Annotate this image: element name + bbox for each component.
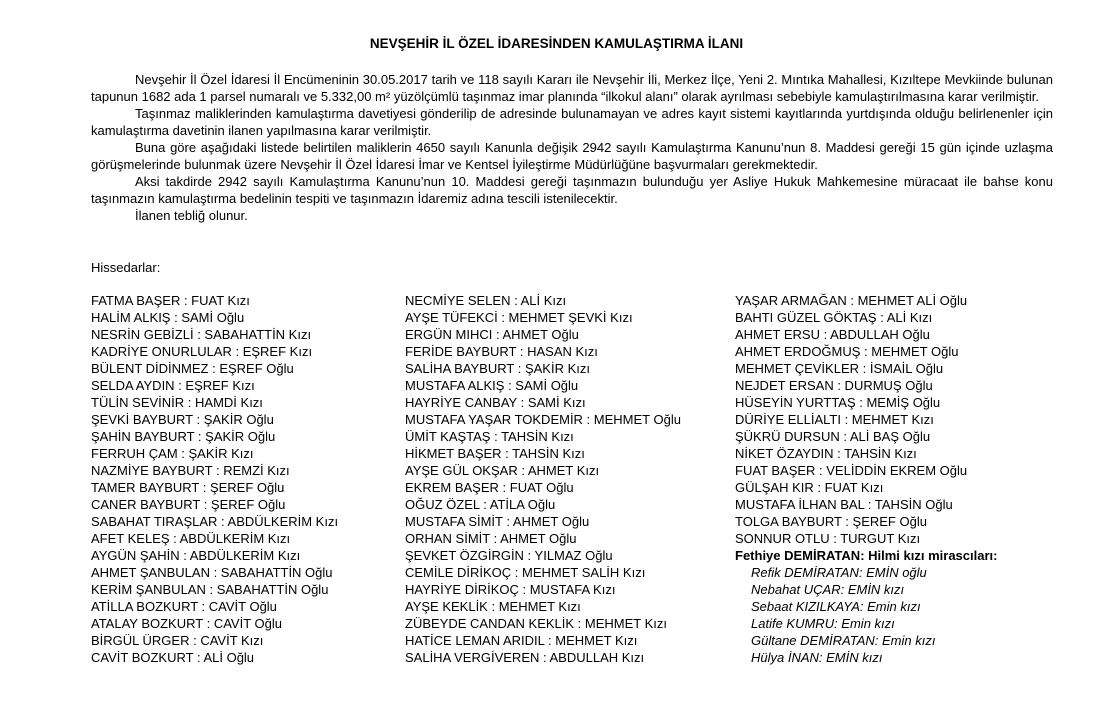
shareholder-entry: FUAT BAŞER : VELİDDİN EKREM Oğlu — [735, 463, 968, 478]
shareholder-entry: AHMET ERSU : ABDULLAH Oğlu — [735, 327, 930, 342]
shareholder-entry: SABAHAT TIRAŞLAR : ABDÜLKERİM Kızı — [91, 514, 339, 529]
shareholder-entry: OĞUZ ÖZEL : ATİLA Oğlu — [405, 497, 556, 512]
shareholder-entry: HALİM ALKIŞ : SAMİ Oğlu — [91, 310, 245, 325]
shareholder-entry: HAYRİYE DİRİKOÇ : MUSTAFA Kızı — [405, 582, 616, 597]
shareholders-column-1 — [91, 292, 338, 666]
shareholder-entry: FATMA BAŞER : FUAT Kızı — [91, 293, 250, 308]
shareholder-entry: NECMİYE SELEN : ALİ Kızı — [405, 293, 567, 308]
shareholder-entry: ŞAHİN BAYBURT : ŞAKİR Oğlu — [91, 429, 276, 444]
shareholder-entry: CAVİT BOZKURT : ALİ Oğlu — [91, 650, 255, 665]
shareholder-entry: SALİHA BAYBURT : ŞAKİR Kızı — [405, 361, 590, 376]
shareholder-entry: SALİHA VERGİVEREN : ABDULLAH Kızı — [405, 650, 645, 665]
shareholder-entry: ATALAY BOZKURT : CAVİT Oğlu — [91, 616, 282, 631]
paragraph-4: Aksi takdirde 2942 sayılı Kamulaştırma Kanunu’nun 10. Maddesi gereği taşınmazın bulunduğu yer Asliye Hukuk Mahkemesine müracaat ile bahse konu taşınmazın kamulaştırma bedelinin tespiti ve taşınmazın İdaremiz adına tescili istenilecektir. — [91, 174, 1053, 206]
shareholder-entry: MUSTAFA İLHAN BAL : TAHSİN Oğlu — [735, 497, 953, 512]
shareholder-entry: ZÜBEYDE CANDAN KEKLİK : MEHMET Kızı — [405, 616, 667, 631]
shareholder-entry: AYŞE TÜFEKCİ : MEHMET ŞEVKİ Kızı — [405, 310, 633, 325]
shareholder-entry: ŞEVKİ BAYBURT : ŞAKİR Oğlu — [91, 412, 274, 427]
heir-entry: Nebahat UÇAR: EMİN kızı — [751, 582, 905, 597]
shareholder-entry: MEHMET ÇEVİKLER : İSMAİL Oğlu — [735, 361, 944, 376]
shareholder-entry: HİKMET BAŞER : TAHSİN Kızı — [405, 446, 585, 461]
heirs-heading: Fethiye DEMİRATAN: Hilmi kızı mirascıları: — [735, 548, 998, 563]
shareholder-entry: CANER BAYBURT : ŞEREF Oğlu — [91, 497, 286, 512]
paragraph-2: Taşınmaz maliklerinden kamulaştırma davetiyesi gönderilip de adresinde bulunamayan ve adres kayıt sistemi kayıtlarında yurtdışında olduğu belirlenenler için kamulaştırma davetinin ilanen yapılmasına karar verilmiştir. — [91, 106, 1053, 138]
shareholder-entry: SONNUR OTLU : TURGUT Kızı — [735, 531, 921, 546]
shareholder-entry: AHMET ERDOĞMUŞ : MEHMET Oğlu — [735, 344, 959, 359]
heir-entry: Hülya İNAN: EMİN kızı — [751, 650, 883, 665]
shareholder-entry: CEMİLE DİRİKOÇ : MEHMET SALİH Kızı — [405, 565, 646, 580]
shareholder-entry: NESRİN GEBİZLİ : SABAHATTİN Kızı — [91, 327, 312, 342]
shareholder-entry: TOLGA BAYBURT : ŞEREF Oğlu — [735, 514, 927, 529]
shareholder-entry: NEJDET ERSAN : DURMUŞ Oğlu — [735, 378, 933, 393]
shareholder-entry: ÜMİT KAŞTAŞ : TAHSİN Kızı — [405, 429, 574, 444]
shareholder-entry: BAHTI GÜZEL GÖKTAŞ : ALİ Kızı — [735, 310, 933, 325]
shareholder-entry: BÜLENT DİDİNMEZ : EŞREF Oğlu — [91, 361, 294, 376]
shareholders-column-3 — [735, 292, 997, 666]
shareholder-entry: AYŞE KEKLİK : MEHMET Kızı — [405, 599, 581, 614]
shareholder-entry: AYŞE GÜL OKŞAR : AHMET Kızı — [405, 463, 600, 478]
paragraph-5: İlanen tebliğ olunur. — [135, 208, 248, 223]
announcement-body — [91, 71, 1053, 224]
shareholder-entry: EKREM BAŞER : FUAT Oğlu — [405, 480, 574, 495]
shareholder-entry: ŞÜKRÜ DURSUN : ALİ BAŞ Oğlu — [735, 429, 931, 444]
shareholder-entry: HAYRİYE CANBAY : SAMİ Kızı — [405, 395, 586, 410]
shareholder-entry: ORHAN SİMİT : AHMET Oğlu — [405, 531, 577, 546]
shareholder-entry: AHMET ŞANBULAN : SABAHATTİN Oğlu — [91, 565, 333, 580]
shareholder-entry: FERRUH ÇAM : ŞAKİR Kızı — [91, 446, 254, 461]
shareholder-entry: HÜSEYİN YURTTAŞ : MEMİŞ Oğlu — [735, 395, 941, 410]
shareholder-entry: KERİM ŞANBULAN : SABAHATTİN Oğlu — [91, 582, 329, 597]
shareholder-entry: MUSTAFA YAŞAR TOKDEMİR : MEHMET Oğlu — [405, 412, 681, 427]
shareholder-entry: TAMER BAYBURT : ŞEREF Oğlu — [91, 480, 285, 495]
paragraph-3: Buna göre aşağıdaki listede belirtilen maliklerin 4650 sayılı Kanunla değişik 2942 sayılı Kamulaştırma Kanunu’nun 8. Maddesi gereği 15 gün içinde uzlaşma görüşmelerinde bulunmak üzere Nevşehir İl Özel İdaresi İmar ve Kentsel İyileştirme Müdürlüğüne başvurmaları gerekmektedir. — [91, 140, 1053, 172]
shareholder-entry: ERGÜN MIHCI : AHMET Oğlu — [405, 327, 579, 342]
shareholder-entry: AFET KELEŞ : ABDÜLKERİM Kızı — [91, 531, 291, 546]
shareholder-entry: TÜLİN SEVİNİR : HAMDİ Kızı — [91, 395, 263, 410]
heir-entry: Latife KUMRU: Emin kızı — [751, 616, 895, 631]
shareholder-entry: GÜLŞAH KIR : FUAT Kızı — [735, 480, 884, 495]
paragraph-1: Nevşehir İl Özel İdaresi İl Encümeninin 30.05.2017 tarih ve 118 sayılı Kararı ile Nevşehir İli, Merkez İlçe, Yeni 2. Mıntıka Mahallesi, Kızıltepe Mevkiinde bulunan tapunun 1682 ada 1 parsel numaralı ve 5.332,00 m² yüzölçümlü taşınmaz imar planında “ilkokul alanı” olarak ayrılması sebebiyle kamulaştırılmasına karar verilmiştir. — [91, 72, 1053, 104]
shareholder-entry: MUSTAFA SİMİT : AHMET Oğlu — [405, 514, 590, 529]
shareholder-entry: DÜRİYE ELLİALTI : MEHMET Kızı — [735, 412, 934, 427]
shareholder-entry: KADRİYE ONURLULAR : EŞREF Kızı — [91, 344, 313, 359]
shareholder-entry: YAŞAR ARMAĞAN : MEHMET ALİ Oğlu — [735, 293, 968, 308]
shareholder-entry: HATİCE LEMAN ARIDIL : MEHMET Kızı — [405, 633, 638, 648]
heir-entry: Sebaat KIZILKAYA: Emin kızı — [751, 599, 921, 614]
shareholder-entry: SELDA AYDIN : EŞREF Kızı — [91, 378, 255, 393]
shareholder-entry: FERİDE BAYBURT : HASAN Kızı — [405, 344, 598, 359]
document-title: NEVŞEHİR İL ÖZEL İDARESİNDEN KAMULAŞTIRMA İLANI — [369, 36, 744, 51]
heir-entry: Refik DEMİRATAN: EMİN oğlu — [751, 565, 927, 580]
shareholder-entry: ŞEVKET ÖZGİRGİN : YILMAZ Oğlu — [405, 548, 613, 563]
shareholder-entry: ATİLLA BOZKURT : CAVİT Oğlu — [91, 599, 277, 614]
shareholders-heading: Hissedarlar: — [91, 260, 161, 275]
shareholder-entry: NİKET ÖZAYDIN : TAHSİN Kızı — [735, 446, 917, 461]
shareholder-entry: MUSTAFA ALKIŞ : SAMİ Oğlu — [405, 378, 579, 393]
shareholder-entry: BİRGÜL ÜRGER : CAVİT Kızı — [91, 633, 264, 648]
shareholder-entry: NAZMİYE BAYBURT : REMZİ Kızı — [91, 463, 290, 478]
heir-entry: Gültane DEMİRATAN: Emin kızı — [751, 633, 936, 648]
shareholder-entry: AYGÜN ŞAHİN : ABDÜLKERİM Kızı — [91, 548, 301, 563]
shareholders-column-2 — [405, 292, 681, 666]
